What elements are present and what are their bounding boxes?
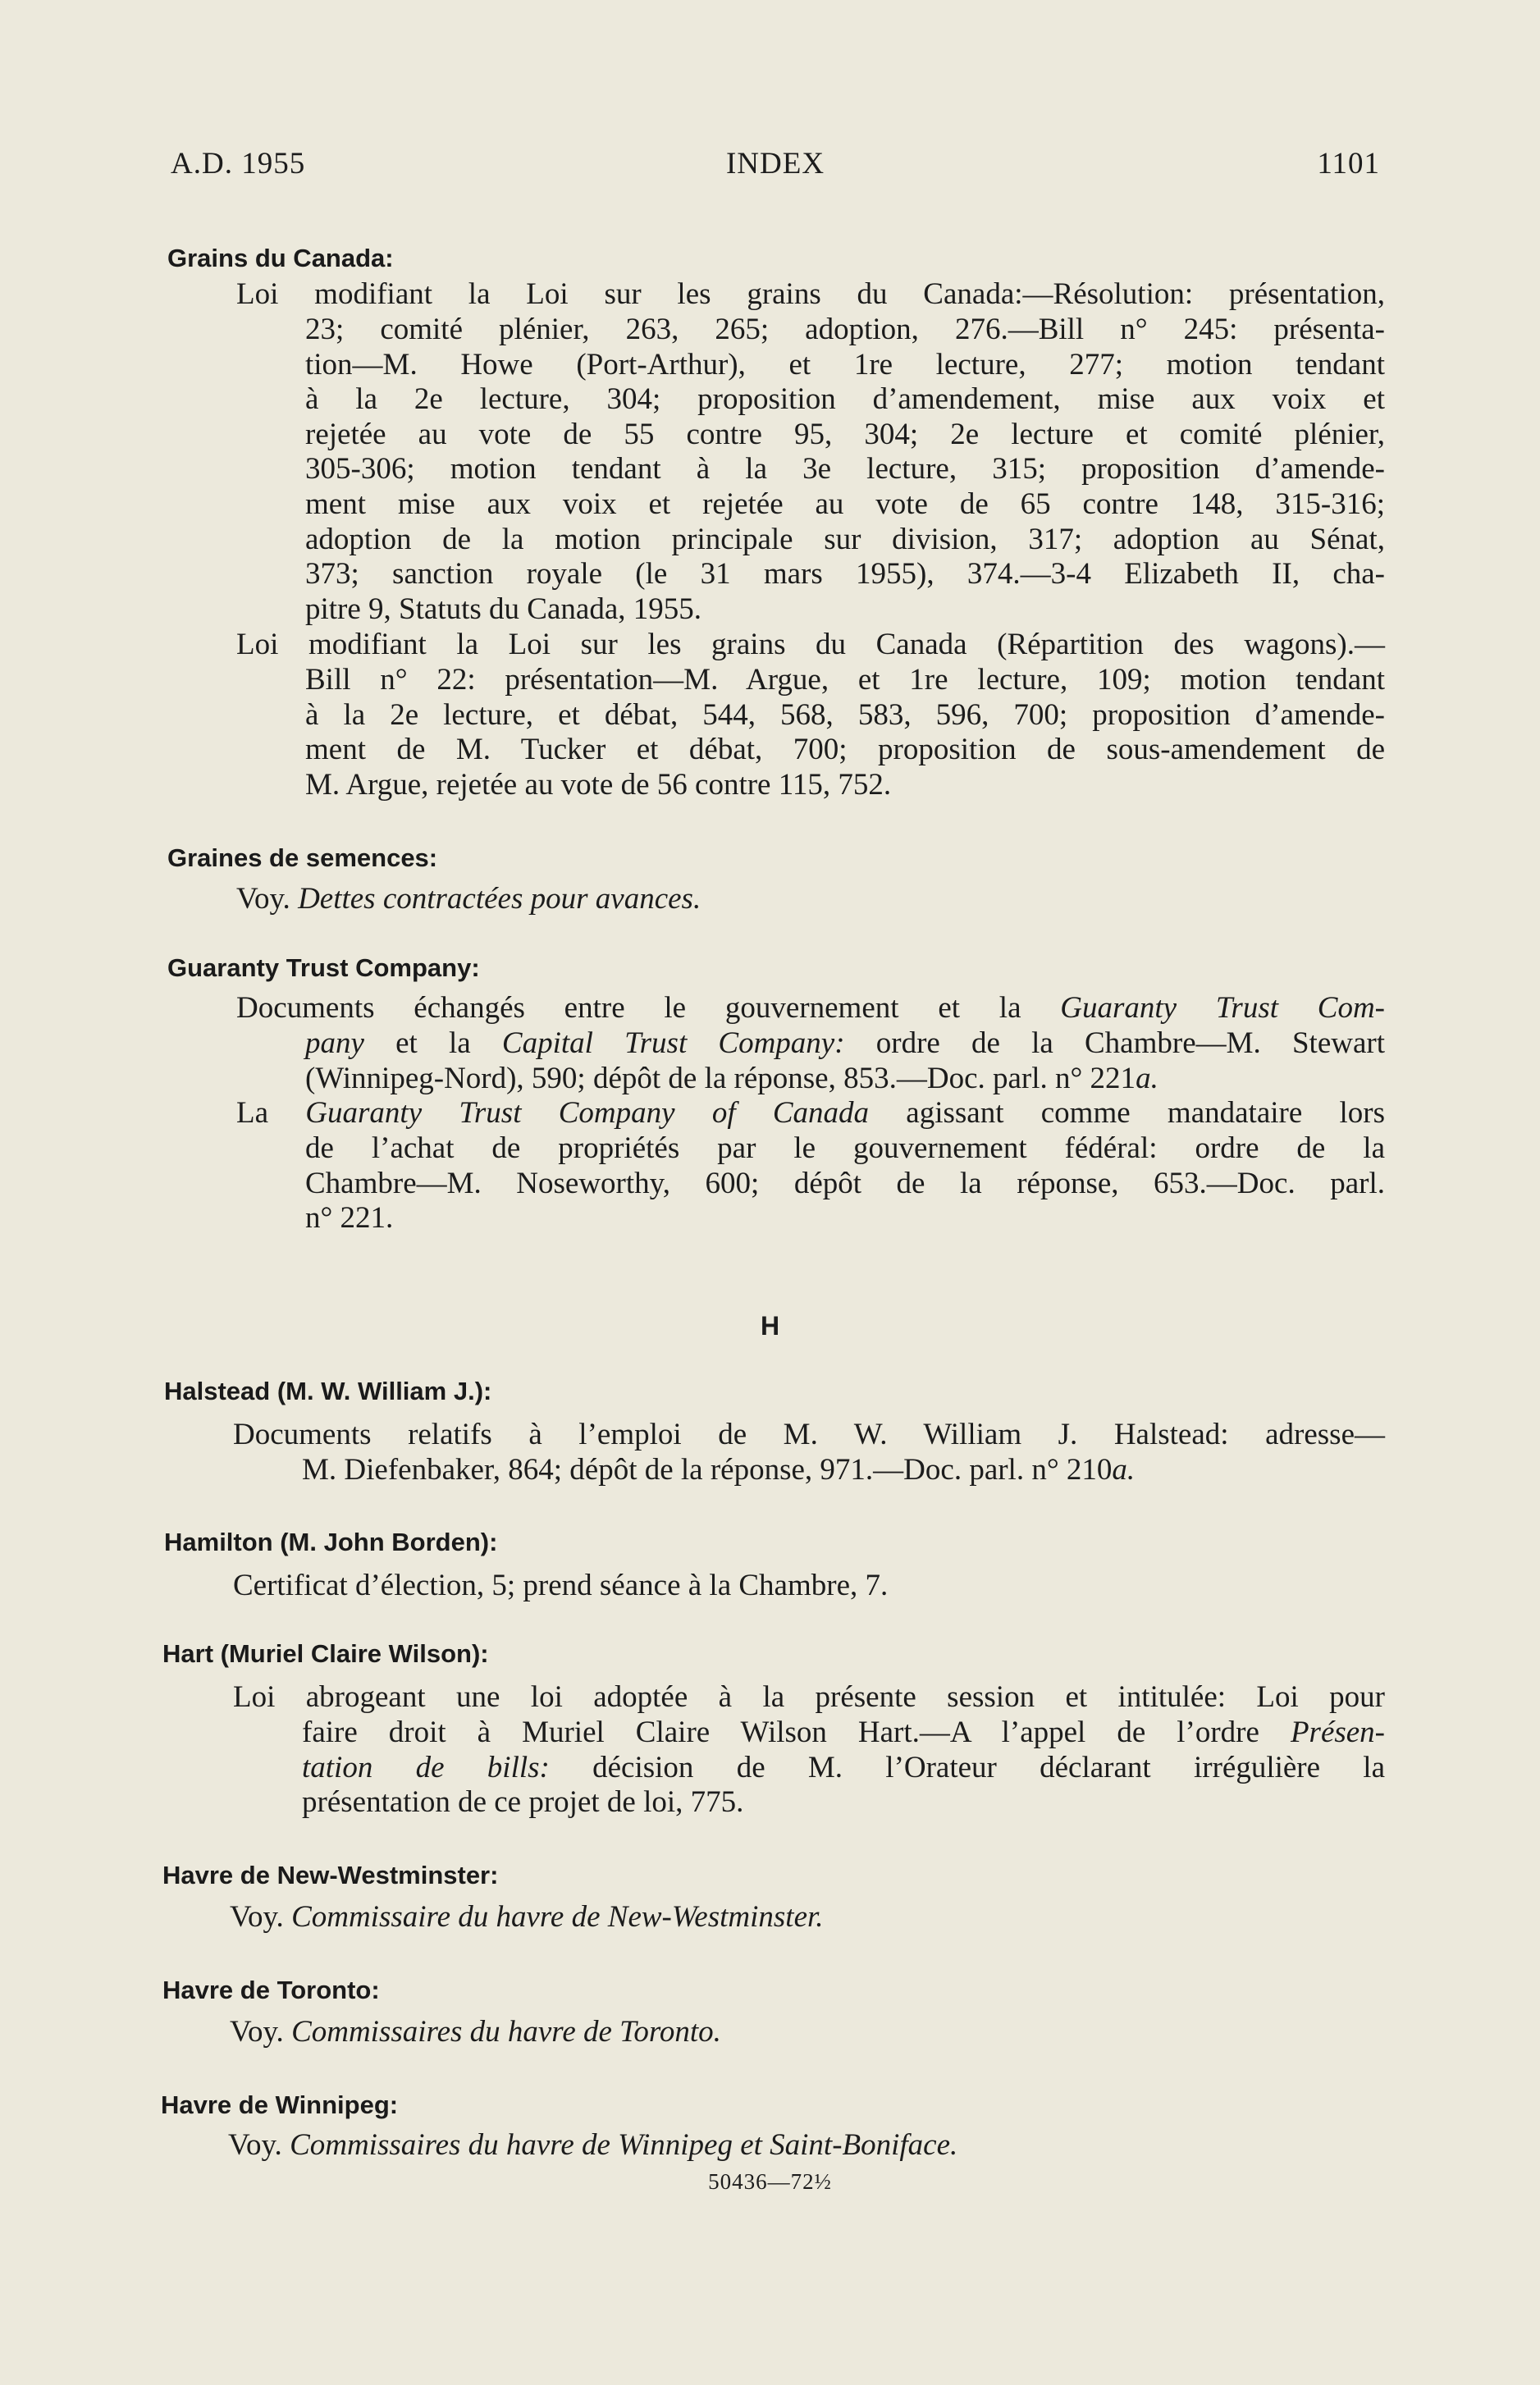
entry-heading-graines: Graines de semences: bbox=[167, 843, 438, 872]
crossref-link[interactable]: Commissaires du havre de Winnipeg et Saint-Boniface. bbox=[290, 2128, 958, 2162]
header-title: INDEX bbox=[725, 147, 825, 180]
entry-havre-new-westminster-crossref bbox=[230, 1900, 1382, 1935]
text-line: Loi abrogeant une loi adoptée à la présente session et intitulée: Loi pour bbox=[233, 1680, 1385, 1714]
crossref-link[interactable]: Commissaire du havre de New-Westminster. bbox=[291, 1900, 824, 1934]
text-line: faire droit à Muriel Claire Wilson Hart.—A l’appel de l’ordre Présen- bbox=[302, 1716, 1386, 1749]
crossref-link[interactable]: Dettes contractées pour avances. bbox=[298, 882, 701, 916]
text-line: 373; sanction royale (le 31 mars 1955), 374.—3-4 Elizabeth II, cha- bbox=[305, 557, 1385, 592]
entry-guaranty-paragraph-2 bbox=[236, 1096, 1385, 1131]
entry-heading-havre-winnipeg: Havre de Winnipeg: bbox=[161, 2090, 399, 2119]
entry-havre-toronto-crossref bbox=[230, 2015, 1382, 2050]
text-line: (Winnipeg-Nord), 590; dépôt de la réponse, 853.—Doc. parl. n° 221a. bbox=[305, 1061, 1158, 1095]
entry-hart-paragraph-cont bbox=[302, 1716, 1385, 1821]
section-letter: H bbox=[760, 1311, 780, 1341]
text-line: pitre 9, Statuts du Canada, 1955. bbox=[305, 592, 701, 626]
crossref-link[interactable]: Commissaires du havre de Toronto. bbox=[291, 2015, 721, 2049]
text-line: tation de bills: décision de M. l’Orateur déclarant irrégulière la bbox=[302, 1750, 1386, 1784]
text-line: 23; comité plénier, 263, 265; adoption, 276.—Bill n° 245: présenta- bbox=[305, 313, 1385, 346]
entry-grains-paragraph-1 bbox=[236, 277, 1385, 313]
text-line: La Guaranty Trust Company of Canada agissant comme mandataire lors bbox=[236, 1096, 1386, 1130]
header-page-number: 1101 bbox=[1317, 147, 1380, 180]
text-line: ment de M. Tucker et débat, 700; proposition de sous-amendement de bbox=[305, 733, 1385, 767]
text-line: présentation de ce projet de loi, 775. bbox=[302, 1785, 744, 1820]
entry-heading-halstead: Halstead (M. W. William J.): bbox=[164, 1377, 492, 1405]
text-line: M. Diefenbaker, 864; dépôt de la réponse, 971.—Doc. parl. n° 210a. bbox=[302, 1453, 1136, 1487]
text-line: Documents relatifs à l’emploi de M. W. William J. Halstead: adresse— bbox=[233, 1418, 1385, 1451]
text-line: ment mise aux voix et rejetée au vote de 65 contre 148, 315-316; bbox=[305, 487, 1385, 521]
entry-grains-paragraph-1-cont bbox=[305, 313, 1385, 627]
text-line: pany et la Capital Trust Company: ordre de la Chambre—M. Stewart bbox=[305, 1026, 1385, 1060]
text-line: M. Argue, rejetée au vote de 56 contre 115, 752. bbox=[305, 767, 892, 802]
text-line: de l’achat de propriétés par le gouvernement fédéral: ordre de la bbox=[305, 1131, 1385, 1165]
text-line: à la 2e lecture, et débat, 544, 568, 583, 596, 700; proposition d’amende- bbox=[305, 697, 1385, 732]
entry-havre-winnipeg-crossref bbox=[228, 2128, 1380, 2163]
entry-guaranty-paragraph-1-cont bbox=[305, 1026, 1385, 1096]
text-line: à la 2e lecture, 304; proposition d’amendement, mise aux voix et bbox=[305, 382, 1385, 417]
entry-graines-crossref bbox=[236, 882, 1385, 917]
entry-halstead-paragraph bbox=[233, 1418, 1385, 1453]
voy-label: Voy. bbox=[228, 2128, 282, 2162]
text-line: Certificat d’élection, 5; prend séance à la Chambre, 7. bbox=[233, 1569, 889, 1602]
text-line: adoption de la motion principale sur division, 317; adoption au Sénat, bbox=[305, 522, 1385, 556]
running-head bbox=[171, 146, 1380, 190]
voy-label: Voy. bbox=[236, 882, 290, 916]
entry-grains-paragraph-2 bbox=[236, 628, 1385, 663]
text-line: n° 221. bbox=[305, 1201, 394, 1236]
text-line: Documents échangés entre le gouvernement et la Guaranty Trust Com- bbox=[236, 991, 1385, 1025]
entry-heading-havre-toronto: Havre de Toronto: bbox=[162, 1976, 380, 2004]
entry-heading-guaranty: Guaranty Trust Company: bbox=[167, 953, 480, 982]
text-line: Loi modifiant la Loi sur les grains du Canada (Répartition des wagons).— bbox=[236, 628, 1385, 661]
header-year: A.D. 1955 bbox=[171, 147, 306, 180]
entry-heading-grains: Grains du Canada: bbox=[167, 244, 394, 272]
text-line: 305-306; motion tendant à la 3e lecture, 315; proposition d’amende- bbox=[305, 452, 1385, 487]
entry-heading-hart: Hart (Muriel Claire Wilson): bbox=[162, 1639, 489, 1668]
text-line: Loi modifiant la Loi sur les grains du Canada:—Résolution: présentation, bbox=[236, 277, 1385, 311]
entry-hart-paragraph bbox=[233, 1680, 1385, 1716]
printer-code: 50436—72½ bbox=[708, 2169, 832, 2194]
entry-guaranty-paragraph-2-cont bbox=[305, 1131, 1385, 1236]
text-line: tion—M. Howe (Port-Arthur), et 1re lecture, 277; motion tendant bbox=[305, 347, 1385, 382]
voy-label: Voy. bbox=[230, 1900, 284, 1934]
entry-grains-paragraph-2-cont bbox=[305, 663, 1385, 802]
text-line: rejetée au vote de 55 contre 95, 304; 2e lecture et comité plénier, bbox=[305, 417, 1385, 451]
entry-heading-hamilton: Hamilton (M. John Borden): bbox=[164, 1528, 498, 1556]
entry-heading-havre-new-westminster: Havre de New-Westminster: bbox=[162, 1861, 499, 1889]
text-line: Bill n° 22: présentation—M. Argue, et 1re lecture, 109; motion tendant bbox=[305, 663, 1385, 697]
voy-label: Voy. bbox=[230, 2015, 284, 2049]
entry-hamilton-paragraph bbox=[233, 1569, 1385, 1604]
text-line: Chambre—M. Noseworthy, 600; dépôt de la réponse, 653.—Doc. parl. bbox=[305, 1166, 1385, 1200]
entry-halstead-paragraph-cont bbox=[302, 1453, 1385, 1488]
entry-guaranty-paragraph-1 bbox=[236, 991, 1385, 1026]
